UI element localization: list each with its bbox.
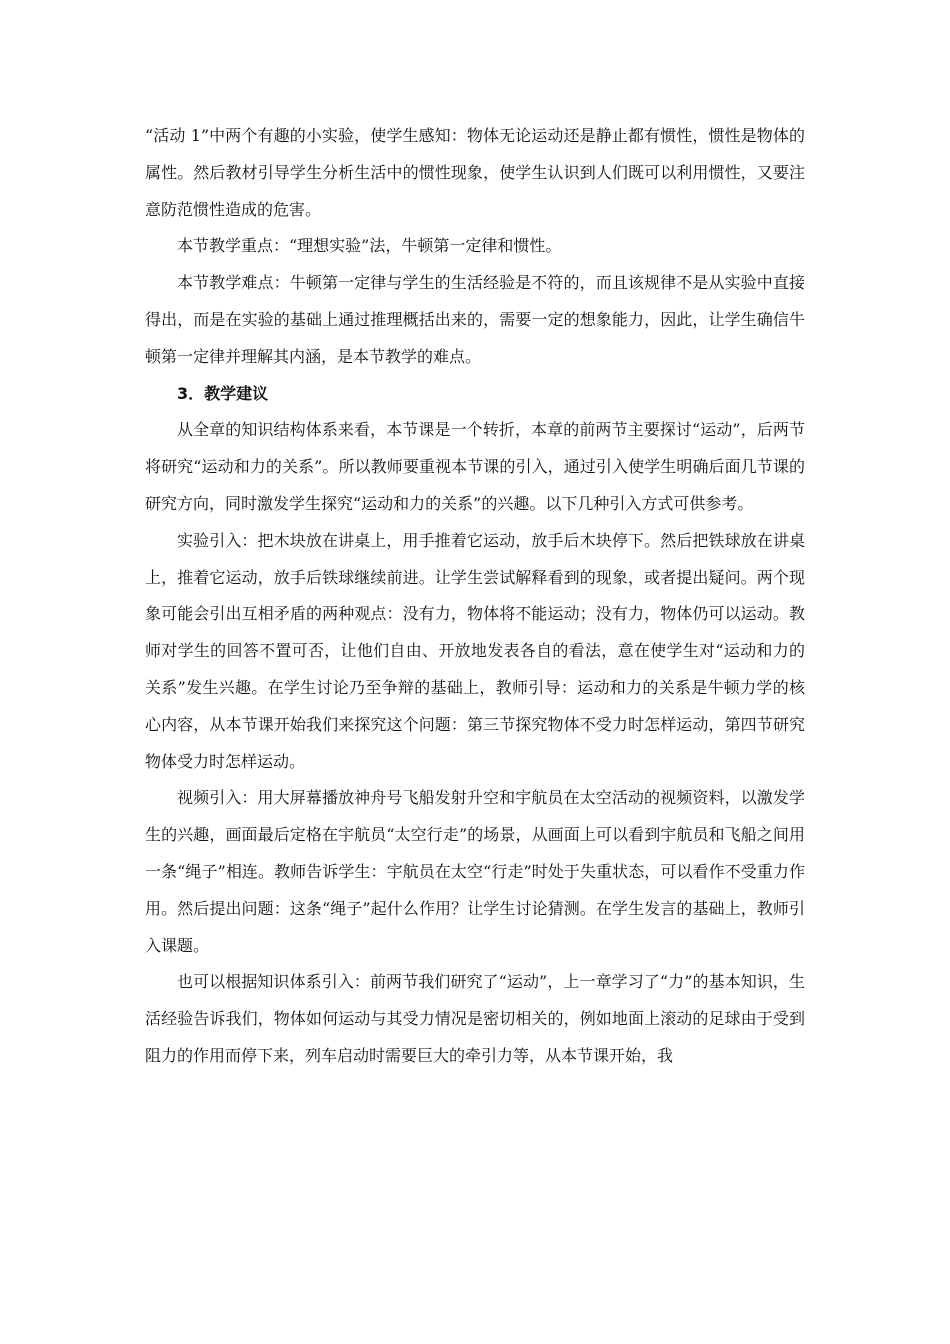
section-heading-teaching-suggestions: 3．教学建议 (177, 383, 269, 403)
paragraph-video-intro: 视频引入：用大屏幕播放神舟号飞船发射升空和宇航员在太空活动的视频资料，以激发学生的兴趣，画面最后定格在宇航员“太空行走”的场景，从画面上可以看到宇航员和飞船之间用一条“绳子”相连。教师告诉学生：宇航员在太空“行走”时处于失重状态，可以看作不受重力作用。然后提出问题：这条“绳子”起什么作用？让学生讨论猜测。在学生发言的基础上，教师引入课题。 (145, 788, 805, 955)
paragraph-knowledge-intro: 也可以根据知识体系引入：前两节我们研究了“运动”，上一章学习了“力”的基本知识，生活经验告诉我们，物体如何运动与其受力情况是密切相关的，例如地面上滚动的足球由于受到阻力的作用而停下来，列车启动时需要巨大的牵引力等，从本节课开始，我 (145, 972, 805, 1065)
document-body (145, 118, 805, 1075)
paragraph-teaching-focus: 本节教学重点：“理想实验”法，牛顿第一定律和惯性。 (177, 236, 562, 256)
paragraph-inertia-activity: “活动 1”中两个有趣的小实验，使学生感知：物体无论运动还是静止都有惯性，惯性是物体的属性。然后教材引导学生分析生活中的惯性现象，使学生认识到人们既可以利用惯性，又要注意防范惯性造成的危害。 (145, 126, 805, 219)
paragraph-experiment-intro: 实验引入：把木块放在讲桌上，用手推着它运动，放手后木块停下。然后把铁球放在讲桌上，推着它运动，放手后铁球继续前进。让学生尝试解释看到的现象，或者提出疑问。两个现象可能会引出互相矛盾的两种观点：没有力，物体将不能运动；没有力，物体仍可以运动。教师对学生的回答不置可否，让他们自由、开放地发表各自的看法，意在使学生对“运动和力的关系”发生兴趣。在学生讨论乃至争辩的基础上，教师引导：运动和力的关系是牛顿力学的核心内容，从本节课开始我们来探究这个问题：第三节探究物体不受力时怎样运动，第四节研究物体受力时怎样运动。 (145, 530, 805, 771)
paragraph-chapter-structure: 从全章的知识结构体系来看，本节课是一个转折，本章的前两节主要探讨“运动”，后两节将研究“运动和力的关系”。所以教师要重视本节课的引入，通过引入使学生明确后面几节课的研究方向，同时激发学生探究“运动和力的关系”的兴趣。以下几种引入方式可供参考。 (145, 420, 805, 513)
paragraph-teaching-difficulty: 本节教学难点：牛顿第一定律与学生的生活经验是不符的，而且该规律不是从实验中直接得出，而是在实验的基础上通过推理概括出来的，需要一定的想象能力，因此，让学生确信牛顿第一定律并理解其内涵，是本节教学的难点。 (145, 273, 805, 366)
